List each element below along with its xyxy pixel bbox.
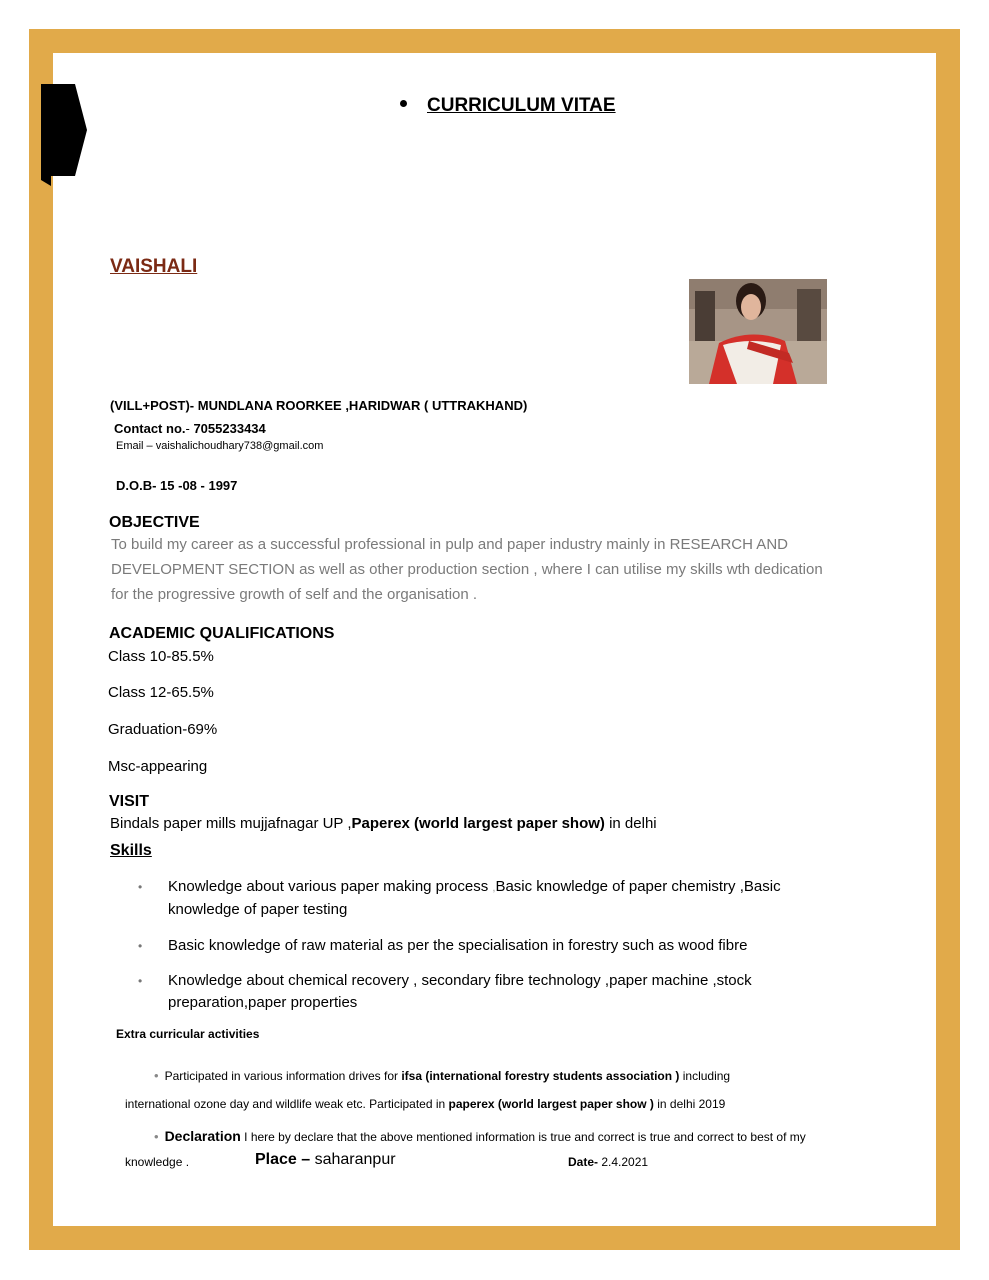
objective-heading: OBJECTIVE (109, 514, 200, 531)
bullet-icon: • (154, 1068, 159, 1083)
extra-activity-line: international ozone day and wildlife weak etc. Participated in paperex (world largest paper show ) in delhi 2019 (125, 1097, 726, 1111)
title-bullet-icon (400, 100, 407, 107)
skills-heading: Skills (110, 842, 152, 859)
declaration-end: knowledge . (125, 1155, 190, 1169)
contact-number: Contact no.- 7055233434 (114, 421, 266, 436)
academic-heading: ACADEMIC QUALIFICATIONS (109, 625, 335, 642)
bullet-icon: • (154, 1129, 159, 1144)
skill-item: • Knowledge about chemical recovery , secondary fibre technology ,paper machine ,stock preparation,paper properties (138, 972, 752, 1011)
qualification-item: Msc-appearing (108, 758, 208, 775)
declaration: • Declaration I here by declare that the above mentioned information is true and correct is true and correct to best of my (154, 1128, 806, 1144)
date-of-birth: D.O.B- 15 -08 - 1997 (116, 478, 238, 493)
skill-item: • Knowledge about various paper making process ,Basic knowledge of paper chemistry ,Basic knowledge of paper testing (138, 878, 781, 918)
qualification-item: Class 12-65.5% (108, 684, 214, 701)
bullet-icon: • (138, 880, 143, 894)
extra-curricular-heading: Extra curricular activities (116, 1027, 260, 1041)
visit-text: Bindals paper mills mujjafnagar UP ,Paperex (world largest paper show) in delhi (110, 815, 657, 832)
document-title: CURRICULUM VITAE (400, 95, 616, 117)
address: (VILL+POST)- MUNDLANA ROORKEE ,HARIDWAR ( UTTRAKHAND) (110, 398, 528, 413)
objective-line: for the progressive growth of self and the organisation . (111, 586, 478, 603)
bullet-icon: • (138, 939, 143, 953)
objective-line: To build my career as a successful professional in pulp and paper industry mainly in RESEARCH AND (111, 536, 788, 553)
date: Date- 2.4.2021 (568, 1155, 649, 1169)
profile-photo (689, 279, 827, 384)
email: Email – vaishalichoudhary738@gmail.com (116, 440, 324, 452)
place: Place – saharanpur (255, 1151, 396, 1168)
qualification-item: Class 10-85.5% (108, 648, 214, 665)
extra-activity-line: • Participated in various information drives for ifsa (international forestry students association ) including (154, 1068, 731, 1083)
visit-heading: VISIT (109, 793, 150, 810)
objective-line: DEVELOPMENT SECTION as well as other production section , where I can utilise my skills wth dedication (111, 561, 823, 578)
bullet-icon: • (138, 974, 143, 988)
qualification-item: Graduation-69% (108, 721, 218, 738)
black-tab-marker (41, 84, 87, 186)
skill-item: • Basic knowledge of raw material as per the specialisation in forestry such as wood fibre (138, 935, 868, 957)
candidate-name: VAISHALI (110, 256, 198, 277)
